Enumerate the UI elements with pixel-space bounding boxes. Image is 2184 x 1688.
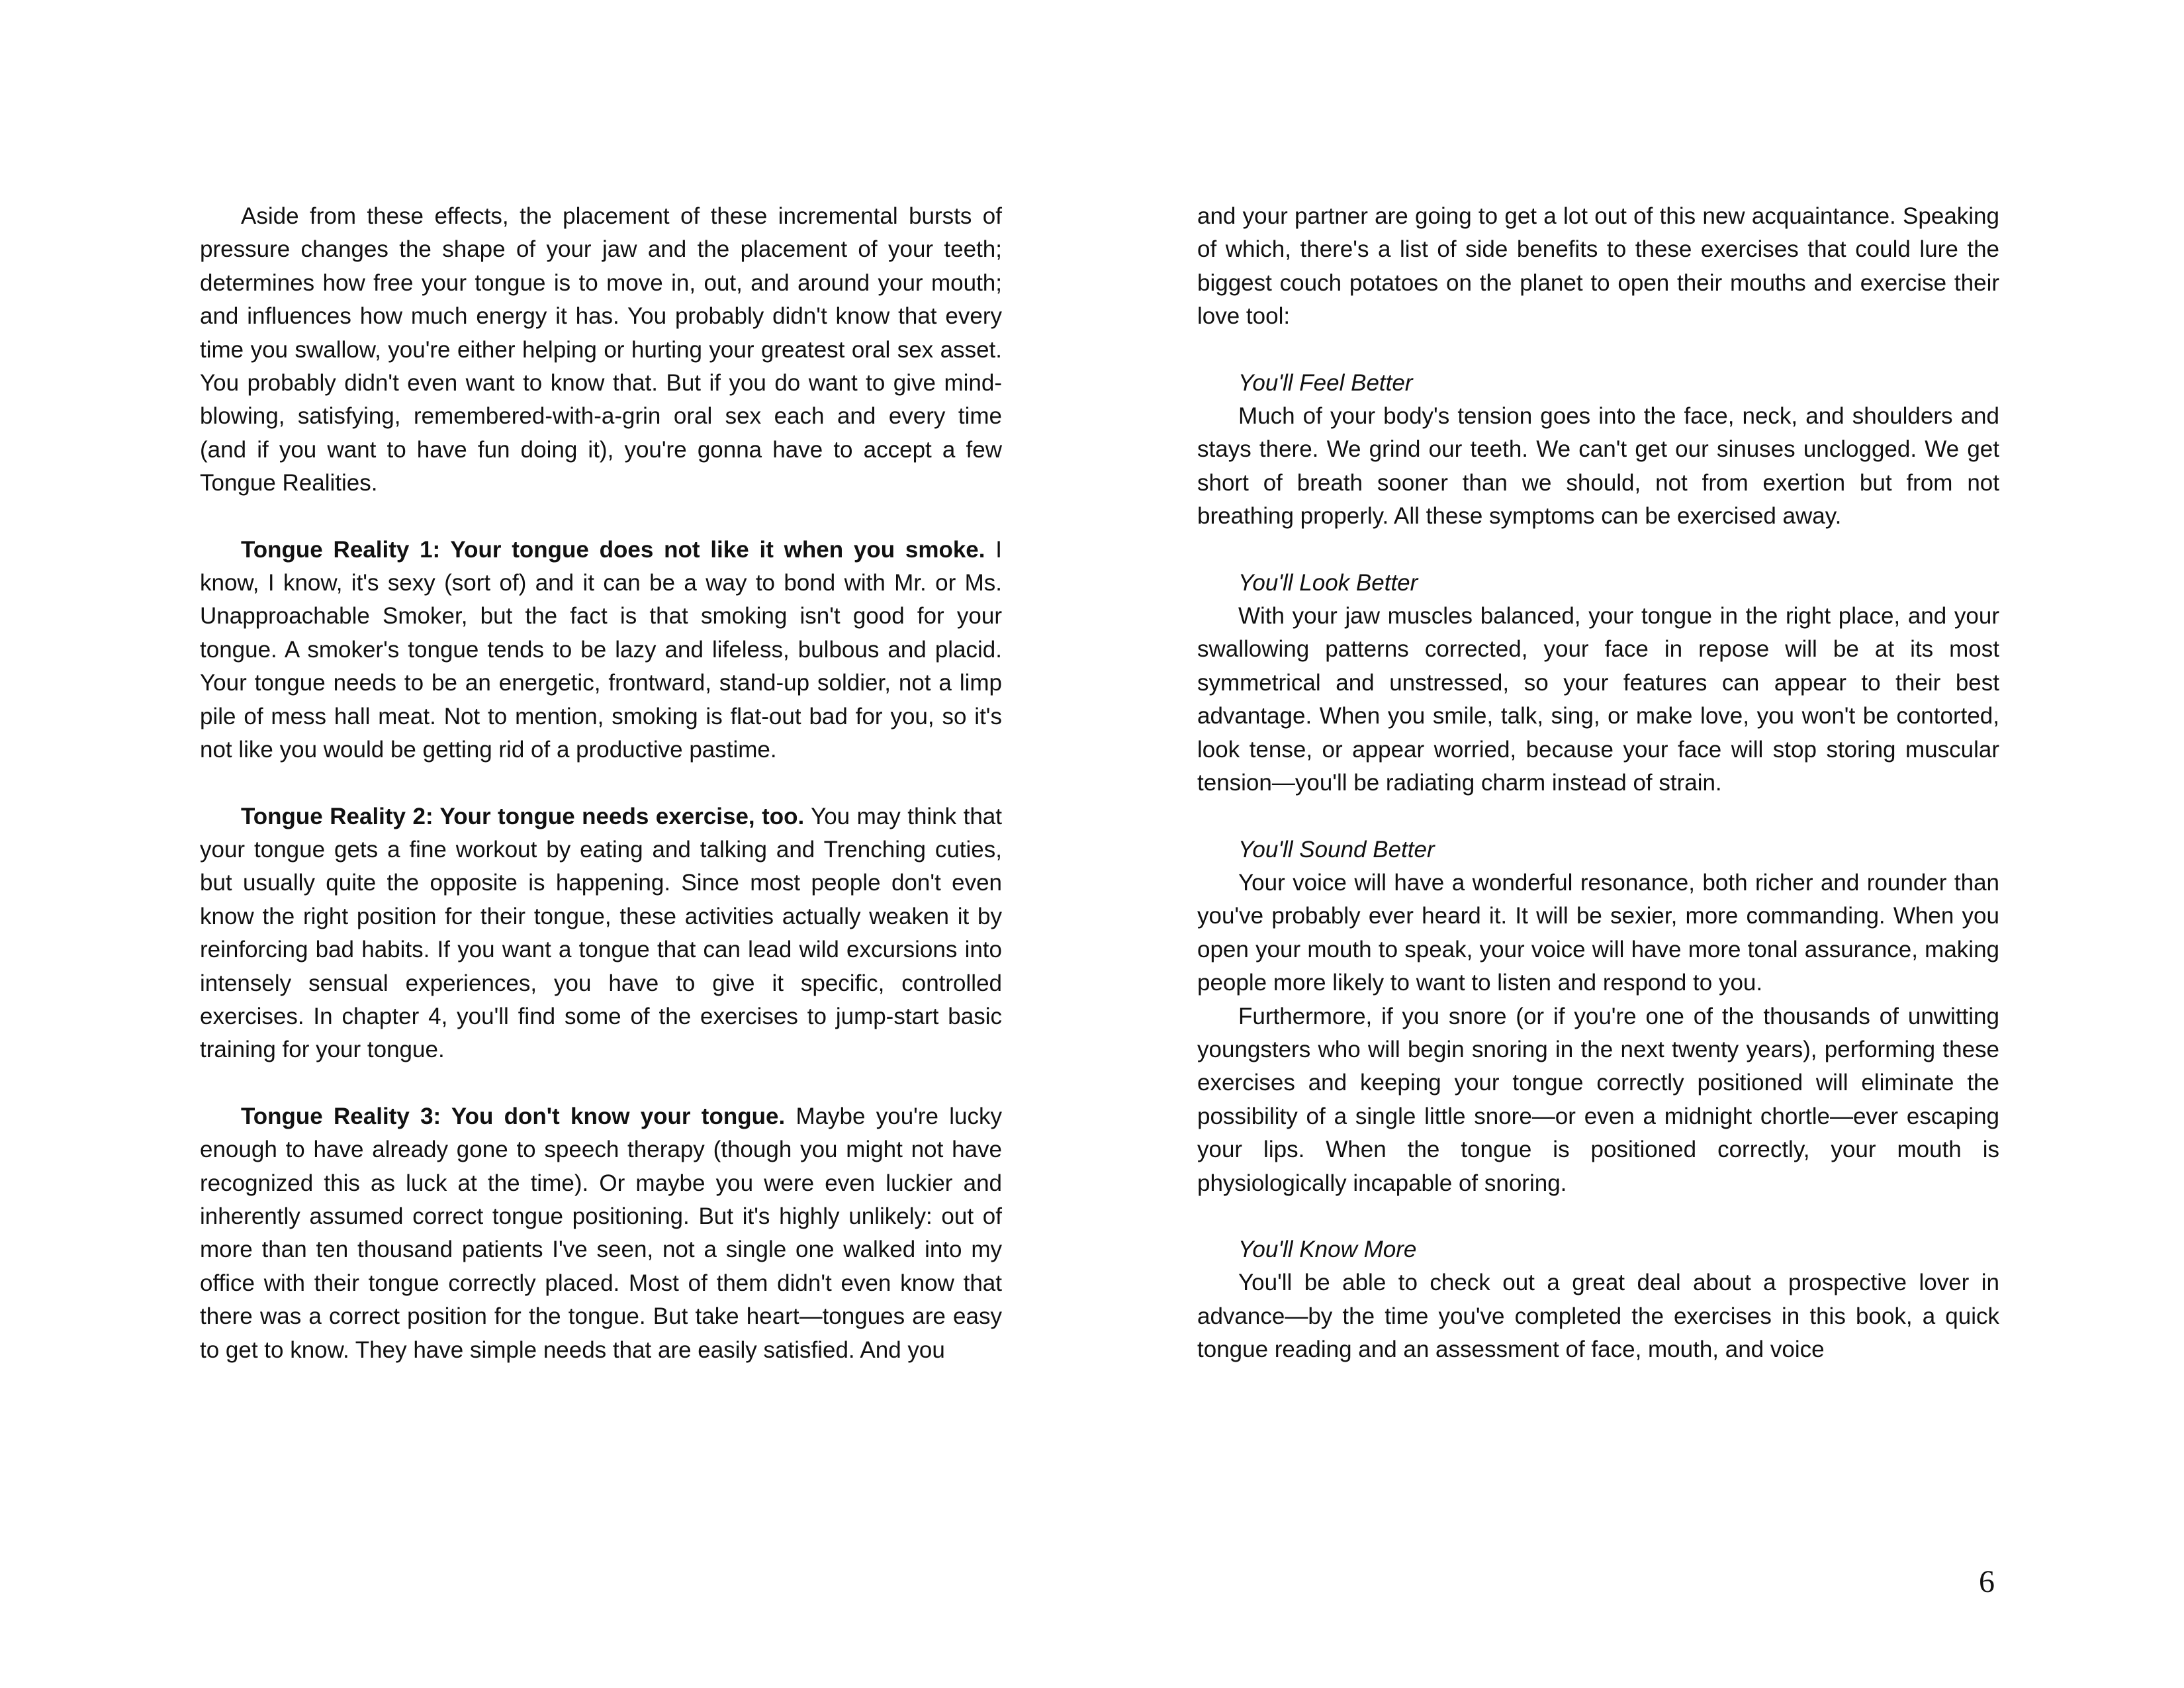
tongue-reality-3-text: Maybe you're lucky enough to have already gone to speech therapy (though you might not have recognized this as luck at the time). Or maybe you were even luckier and inherently assumed correct tongue positioning. But it's highly unlikely: out of more than ten thousand patients I've seen, not a single one walked into my office with their tongue correctly placed. Most of them didn't even know that there was a correct position for the tongue. But take heart—tongues are easy to get to know. They have simple needs that are easily satisfied. And you bbox=[200, 1103, 1002, 1363]
tongue-reality-1-text: I know, I know, it's sexy (sort of) and it can be a way to bond with Mr. or Ms. Unapproachable Smoker, but the fact is that smoking isn't good for your tongue. A smoker's tongue tends to be lazy and lifeless, bulbous and placid. Your tongue needs to be an energetic, frontward, stand-up soldier, not a limp pile of mess hall meat. Not to mention, smoking is flat-out bad for you, so it's not like you would be getting rid of a productive pastime. bbox=[200, 536, 1003, 763]
paragraph-gap bbox=[1197, 334, 1999, 367]
paragraph-tongue-reality-1 bbox=[200, 534, 1002, 767]
paragraph-know-more: You'll be able to check out a great deal about a prospective lover in advance—by the time you've completed the exercises in this book, a quick tongue reading and an assessment of face, mouth, and voice bbox=[1197, 1270, 1999, 1363]
paragraph-effects: Aside from these effects, the placement of these incremental bursts of pressure changes the shape of your jaw and the placement of your teeth; determines how free your tongue is to move in, out, and around your mouth; and influences how much energy it has. You probably didn't know that every time you swallow, you're either helping or hurting your greatest oral sex asset. You probably didn't even want to know that. But if you do want to give mind-blowing, satisfying, remembered-with-a-grin oral sex each and every time (and if you want to have fun doing it), you're gonna have to accept a few Tongue Realities. bbox=[200, 203, 1002, 496]
subheading-look-better: You'll Look Better bbox=[1238, 569, 1418, 596]
paragraph-gap bbox=[200, 767, 1002, 800]
paragraph-tongue-reality-2 bbox=[200, 800, 1002, 1067]
paragraph-gap bbox=[1197, 534, 1999, 567]
right-column bbox=[1197, 200, 1999, 1367]
tongue-reality-2-heading: Tongue Reality 2: Your tongue needs exercise, too. bbox=[241, 803, 805, 829]
subheading-sound-better: You'll Sound Better bbox=[1238, 836, 1435, 863]
paragraph-tongue-reality-3 bbox=[200, 1100, 1002, 1367]
paragraph-sound-better: Your voice will have a wonderful resonance, both richer and rounder than you've probably ever heard it. It will be sexier, more commanding. When you open your mouth to speak, your voice will have more tonal assurance, making people more likely to want to listen and respond to you. bbox=[1197, 869, 1999, 996]
page-number: 6 bbox=[1979, 1564, 1995, 1599]
paragraph-gap bbox=[200, 1067, 1002, 1100]
left-column bbox=[200, 200, 1002, 1367]
subheading-feel-better: You'll Feel Better bbox=[1238, 369, 1413, 396]
tongue-reality-3-heading: Tongue Reality 3: You don't know your tongue. bbox=[241, 1103, 786, 1129]
paragraph-look-better: With your jaw muscles balanced, your tongue in the right place, and your swallowing patterns corrected, your face in repose will be at its most symmetrical and unstressed, so your features can appear to their best advantage. When you smile, talk, sing, or make love, you won't be contorted, look tense, or appear worried, because your face will stop storing muscular tension—you'll be radiating charm instead of strain. bbox=[1197, 603, 1999, 796]
paragraph-feel-better: Much of your body's tension goes into the face, neck, and shoulders and stays there. We grind our teeth. We can't get our sinuses unclogged. We get short of breath sooner than we should, not from exertion but from not breathing properly. All these symptoms can be exercised away. bbox=[1197, 403, 1999, 530]
paragraph-intro-continued: and your partner are going to get a lot out of this new acquaintance. Speaking of which, there's a list of side benefits to these exercises that could lure the biggest couch potatoes on the planet to open their mouths and exercise their love tool: bbox=[1197, 203, 1999, 330]
subheading-know-more: You'll Know More bbox=[1238, 1236, 1417, 1262]
tongue-reality-1-heading: Tongue Reality 1: Your tongue does not like it when you smoke. bbox=[241, 536, 985, 563]
tongue-reality-2-text: You may think that your tongue gets a fine workout by eating and talking and Trenching cuties, but usually quite the opposite is happening. Since most people don't even know the right position for their tongue, these activities actually weaken it by reinforcing bad habits. If you want a tongue that can lead wild excursions into intensely sensual experiences, you have to give it specific, controlled exercises. In chapter 4, you'll find some of the exercises to jump-start basic training for your tongue. bbox=[200, 803, 1002, 1063]
paragraph-snoring: Furthermore, if you snore (or if you're one of the thousands of unwitting youngsters who will begin snoring in the next twenty years), performing these exercises and keeping your tongue correctly positioned will eliminate the possibility of a single little snore—or even a midnight chortle—ever escaping your lips. When the tongue is positioned correctly, your mouth is physiologically incapable of snoring. bbox=[1197, 1003, 1999, 1196]
paragraph-gap bbox=[1197, 1200, 1999, 1233]
paragraph-gap bbox=[200, 500, 1002, 534]
paragraph-gap bbox=[1197, 800, 1999, 833]
